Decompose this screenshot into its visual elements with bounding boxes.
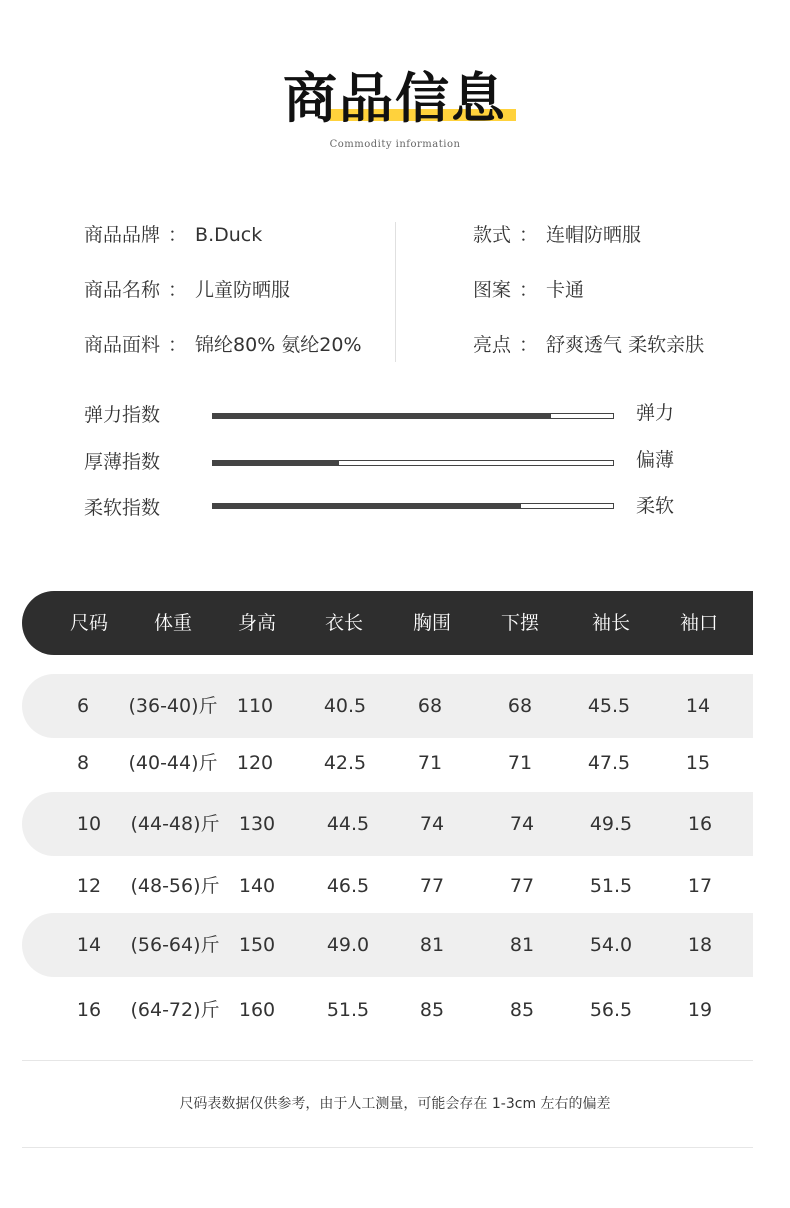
cell-weight: (56-64)斤 (130, 934, 220, 956)
softness-end-label: 柔软 (636, 495, 675, 517)
cell-size: 12 (76, 875, 102, 897)
softness-fill (213, 504, 521, 508)
note-divider-top (22, 1060, 753, 1061)
cell-weight: (36-40)斤 (128, 695, 218, 717)
info-value: B.Duck (195, 224, 263, 246)
cell-size: 8 (76, 752, 90, 774)
softness-label: 柔软指数 (84, 497, 161, 519)
cell-weight: (64-72)斤 (130, 999, 220, 1021)
cell-cuff: 18 (687, 934, 713, 956)
cell-sleeve: 47.5 (587, 752, 631, 774)
page-subtitle: Commodity information (329, 139, 461, 150)
cell-height: 160 (238, 999, 276, 1021)
elasticity-fill (213, 414, 551, 418)
info-key: 款式 (473, 224, 512, 246)
cell-size: 16 (76, 999, 102, 1021)
cell-chest: 68 (417, 695, 443, 717)
cell-size: 14 (76, 934, 102, 956)
info-key: 商品面料 (84, 334, 161, 356)
elasticity-end-label: 弹力 (636, 402, 675, 424)
cell-hem: 81 (509, 934, 535, 956)
elasticity-bar (212, 413, 614, 419)
cell-sleeve: 49.5 (589, 813, 633, 835)
info-key: 商品品牌 (84, 224, 161, 246)
table-row (22, 792, 753, 856)
table-row (22, 854, 753, 918)
info-brand (84, 222, 262, 248)
cell-sleeve: 51.5 (589, 875, 633, 897)
col-header-cuff: 袖口 (679, 612, 719, 634)
cell-cuff: 16 (687, 813, 713, 835)
cell-cuff: 19 (687, 999, 713, 1021)
info-sep: ： (519, 334, 539, 356)
cell-height: 140 (238, 875, 276, 897)
info-divider (395, 222, 396, 362)
cell-length: 46.5 (326, 875, 370, 897)
info-sep: ： (168, 224, 188, 246)
cell-height: 130 (238, 813, 276, 835)
size-table-header (22, 591, 753, 655)
cell-length: 42.5 (323, 752, 367, 774)
cell-length: 51.5 (326, 999, 370, 1021)
cell-hem: 85 (509, 999, 535, 1021)
cell-size: 10 (76, 813, 102, 835)
cell-hem: 71 (507, 752, 533, 774)
col-header-chest: 胸围 (412, 612, 452, 634)
cell-chest: 81 (419, 934, 445, 956)
info-highlight (473, 332, 704, 358)
thickness-fill (213, 461, 339, 465)
info-key: 亮点 (473, 334, 512, 356)
info-key: 图案 (473, 279, 512, 301)
cell-sleeve: 45.5 (587, 695, 631, 717)
col-header-size: 尺码 (69, 612, 109, 634)
cell-chest: 71 (417, 752, 443, 774)
cell-cuff: 15 (685, 752, 711, 774)
info-value: 卡通 (546, 279, 585, 301)
info-style (473, 222, 641, 248)
info-value: 舒爽透气 柔软亲肤 (546, 334, 705, 356)
info-name (84, 277, 290, 303)
table-row (22, 674, 753, 738)
note-divider-bottom (22, 1147, 753, 1148)
info-sep: ： (168, 279, 188, 301)
cell-length: 44.5 (326, 813, 370, 835)
cell-cuff: 14 (685, 695, 711, 717)
info-sep: ： (168, 334, 188, 356)
cell-weight: (44-48)斤 (130, 813, 220, 835)
elasticity-label: 弹力指数 (84, 404, 161, 426)
cell-weight: (48-56)斤 (130, 875, 220, 897)
cell-hem: 74 (509, 813, 535, 835)
thickness-end-label: 偏薄 (636, 449, 675, 471)
cell-size: 6 (76, 695, 90, 717)
info-sep: ： (519, 224, 539, 246)
col-header-sleeve: 袖长 (591, 612, 631, 634)
softness-bar (212, 503, 614, 509)
cell-hem: 68 (507, 695, 533, 717)
cell-height: 150 (238, 934, 276, 956)
col-header-height: 身高 (237, 612, 277, 634)
thickness-bar (212, 460, 614, 466)
info-pattern (473, 277, 584, 303)
cell-chest: 74 (419, 813, 445, 835)
cell-length: 40.5 (323, 695, 367, 717)
cell-weight: (40-44)斤 (128, 752, 218, 774)
col-header-weight: 体重 (153, 612, 193, 634)
header (0, 62, 790, 142)
page-title: 商品信息 (283, 67, 507, 130)
cell-sleeve: 54.0 (589, 934, 633, 956)
info-sep: ： (519, 279, 539, 301)
info-fabric (84, 332, 362, 358)
cell-chest: 77 (419, 875, 445, 897)
table-row (22, 731, 753, 795)
table-row (22, 913, 753, 977)
cell-length: 49.0 (326, 934, 370, 956)
info-value: 儿童防晒服 (195, 279, 291, 301)
cell-sleeve: 56.5 (589, 999, 633, 1021)
thickness-label: 厚薄指数 (84, 451, 161, 473)
cell-cuff: 17 (687, 875, 713, 897)
info-value: 锦纶80% 氨纶20% (195, 334, 362, 356)
col-header-length: 衣长 (324, 612, 364, 634)
size-note: 尺码表数据仅供参考，由于人工测量，可能会存在 1-3cm 左右的偏差 (179, 1096, 611, 1112)
table-row (22, 978, 753, 1042)
cell-hem: 77 (509, 875, 535, 897)
cell-chest: 85 (419, 999, 445, 1021)
cell-height: 120 (236, 752, 274, 774)
col-header-hem: 下摆 (500, 612, 540, 634)
info-value: 连帽防晒服 (546, 224, 642, 246)
info-key: 商品名称 (84, 279, 161, 301)
cell-height: 110 (236, 695, 274, 717)
